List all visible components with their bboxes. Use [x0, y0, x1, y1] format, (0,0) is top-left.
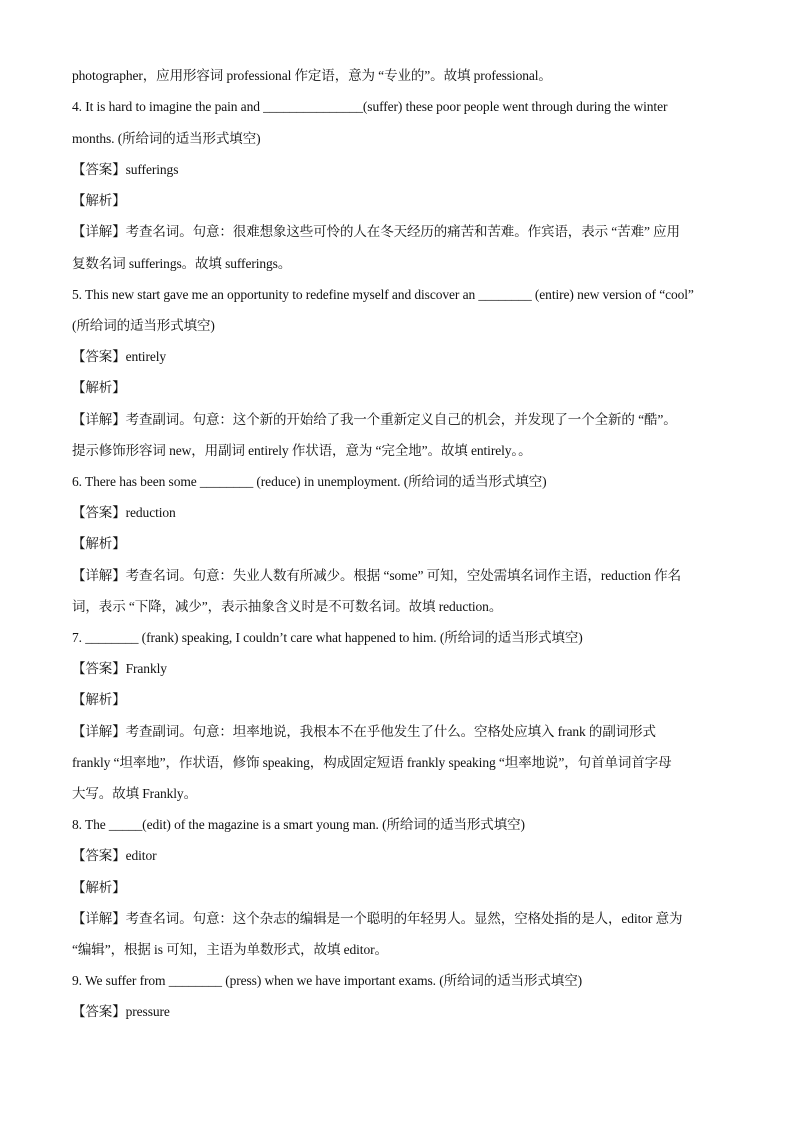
text-line: (所给词的适当形式填空): [72, 318, 215, 333]
explanation-text: 【详解】考查副词。句意：坦率地说，我根本不在乎他发生了什么。空格处应填入 frank 的副词形式: [72, 724, 656, 739]
answer-label: 【答案】reduction: [72, 505, 176, 520]
answer-label: 【答案】entirely: [72, 349, 167, 364]
question-5: 5. This new start gave me an opportunity to redefine myself and discover an ________ (entire) new version of “cool”: [72, 287, 694, 302]
explanation-text: 【详解】考查名词。句意：很难想象这些可怜的人在冬天经历的痛苦和苦难。作宾语，表示 “苦难” 应用: [72, 224, 680, 239]
explanation-text: 复数名词 sufferings。故填 sufferings。: [72, 256, 292, 271]
explanation-text: 大写。故填 Frankly。: [72, 786, 197, 801]
analysis-label: 【解析】: [72, 380, 126, 395]
text-line: photographer，应用形容词 professional 作定语，意为 “专业的”。故填 professional。: [72, 68, 552, 83]
question-8: 8. The _____(edit) of the magazine is a smart young man. (所给词的适当形式填空): [72, 817, 525, 832]
analysis-label: 【解析】: [72, 193, 126, 208]
question-7: 7. ________ (frank) speaking, I couldn’t care what happened to him. (所给词的适当形式填空): [72, 630, 583, 645]
answer-label: 【答案】sufferings: [72, 162, 179, 177]
explanation-text: 【详解】考查名词。句意：失业人数有所减少。根据 “some” 可知，空处需填名词作主语，reduction 作名: [72, 568, 681, 583]
analysis-label: 【解析】: [72, 536, 126, 551]
explanation-text: 【详解】考查名词。句意：这个杂志的编辑是一个聪明的年轻男人。显然，空格处指的是人，editor 意为: [72, 911, 683, 926]
answer-label: 【答案】pressure: [72, 1004, 170, 1019]
explanation-text: 提示修饰形容词 new，用副词 entirely 作状语，意为 “完全地”。故填 entirely。。: [72, 443, 532, 458]
question-9: 9. We suffer from ________ (press) when we have important exams. (所给词的适当形式填空): [72, 973, 582, 988]
explanation-text: “编辑”，根据 is 可知，主语为单数形式，故填 editor。: [72, 942, 388, 957]
analysis-label: 【解析】: [72, 692, 126, 707]
answer-label: 【答案】editor: [72, 848, 157, 863]
question-6: 6. There has been some ________ (reduce) in unemployment. (所给词的适当形式填空): [72, 474, 547, 489]
explanation-text: frankly “坦率地”，作状语，修饰 speaking，构成固定短语 frankly speaking “坦率地说”，句首单词首字母: [72, 755, 672, 770]
analysis-label: 【解析】: [72, 880, 126, 895]
explanation-text: 词，表示 “下降，减少”，表示抽象含义时是不可数名词。故填 reduction。: [72, 599, 503, 614]
explanation-text: 【详解】考查副词。句意：这个新的开始给了我一个重新定义自己的机会，并发现了一个全新的 “酷”。: [72, 412, 677, 427]
text-line: months. (所给词的适当形式填空): [72, 131, 261, 146]
answer-label: 【答案】Frankly: [72, 661, 167, 676]
question-4: 4. It is hard to imagine the pain and _______________(suffer) these poor people went through during the winter: [72, 99, 668, 114]
